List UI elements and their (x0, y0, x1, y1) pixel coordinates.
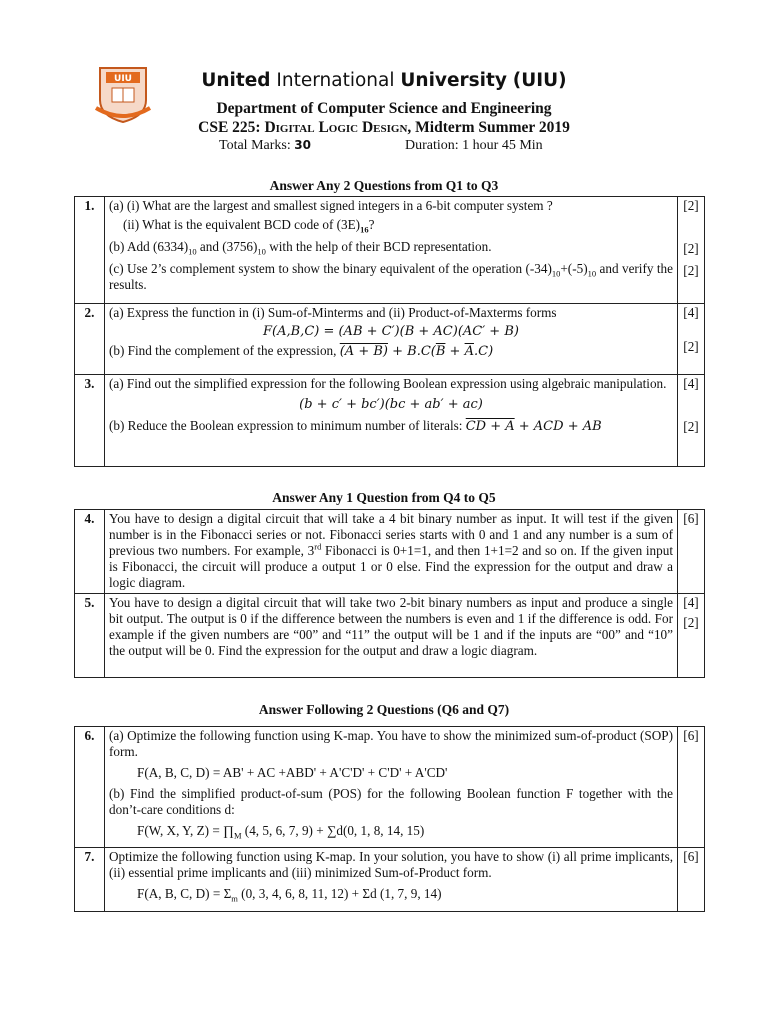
question-number: 3. (75, 375, 105, 467)
logo-text: UIU (114, 74, 132, 84)
question-row (75, 510, 705, 594)
question-row (75, 848, 705, 912)
q7-function: F(A, B, C, $D) = \Sigma_m$ (0, 3, 4, 6, 8, 11, 12) + Σd (1, 7, 9, 14) (137, 886, 442, 904)
question-row (75, 304, 705, 375)
question-body (105, 848, 678, 912)
question-number: 1. (75, 197, 105, 304)
question-row (75, 375, 705, 467)
q6-part-a: (a) Optimize the following function using K-map. You have to show the minimized sum-of-product (SOP) form. (109, 728, 673, 759)
marks-cell (678, 594, 705, 678)
q5-text: You have to design a digital circuit that will take two 2-bit binary numbers as input and produce a single bit output. The output is 0 if the difference between the numbers is even and 1 if the difference is odd. For example if the given numbers are “00” and “11” the output will be 1 and if the inputs are “00” and “10” the output will be 0. Find the expression for the output and draw a logic diagram. (109, 595, 673, 658)
q6-part-a-function: F(A, B, C, D) = AB' + AC +ABD' + A'C'D' + C'D' + A'CD' (137, 765, 448, 780)
mark: [2] (683, 615, 699, 630)
q1-part-a-i: (a) (i) What are the largest and smallest signed integers in a 6-bit computer system ? (109, 198, 553, 213)
marks-cell (678, 304, 705, 375)
section-title-q4-q5: Answer Any 1 Question from Q4 to Q5 (272, 490, 496, 505)
question-body (105, 375, 678, 467)
q1-part-c: (c) Use 2’s complement system to show the binary equivalent of the operation $(-34)_{10}+(-5)_{10}$ and verify the results. (109, 261, 673, 292)
question-row (75, 197, 705, 304)
question-body (105, 510, 678, 594)
q1-part-b: (b) Add $(6334)_{10}$ and $(3756)_{10}$ with the help of their BCD representation. (109, 239, 492, 257)
mark: [6] (683, 849, 699, 864)
q3-equation: (b + c′ + bc′)(bc + ab′ + ac) (299, 397, 483, 412)
university-title: United International University (UIU) (201, 70, 567, 91)
duration: Duration: 1 hour 45 Min (405, 138, 543, 153)
question-number: 6. (75, 727, 105, 848)
marks-cell (678, 727, 705, 848)
question-number: 5. (75, 594, 105, 678)
mark: [4] (683, 595, 699, 610)
question-number: 2. (75, 304, 105, 375)
q1-part-a-ii: (ii) What is the equivalent BCD code of $(3E)_{16}$? (123, 217, 375, 235)
q6-part-b: (b) Find the simplified product-of-sum (POS) for the following Boolean function F together with the don’t-care conditions d: (109, 786, 673, 817)
mark: [2] (683, 339, 699, 354)
question-row (75, 594, 705, 678)
q2-part-a: (a) Express the function in (i) Sum-of-Minterms and (ii) Product-of-Maxterms forms (109, 305, 557, 320)
q2-equation: F(A,B,C) = (AB + C′)(B + AC)(AC′ + B) (263, 324, 519, 339)
q4-text: You have to design a digital circuit that will take a 4 bit binary number as input. It will test if the given number is in the Fibonacci series or not. Fibonacci series starts with 0 and 1 and any number is a sum of previous two numbers. For example, 3rd Fibonacci is 0+1=1, and then 1+1=2 and so on. If the given input is Fibonacci, the circuit will produce a output 1 or 0 else. Find the expression for the output and draw a logic diagram. (109, 511, 673, 590)
q3-part-a: (a) Find out the simplified expression for the following Boolean expression using algebraic manipulation. (109, 376, 667, 391)
questions-table-2 (74, 509, 705, 678)
q7-text: Optimize the following function using K-map. In your solution, you have to show (i) all prime implicants, (ii) essential prime implicants and (iii) minimized Sum-of-Product form. (109, 849, 673, 880)
mark: [2] (683, 419, 699, 434)
question-number: 7. (75, 848, 105, 912)
marks-cell (678, 197, 705, 304)
question-number: 4. (75, 510, 105, 594)
mark: [6] (683, 728, 699, 743)
mark: [2] (683, 263, 699, 278)
mark: [6] (683, 511, 699, 526)
mark: [2] (683, 198, 699, 213)
q2-part-b: (b) Find the complement of the expression, $(A + B) + B.C(\overline{B} + \overline{A}.C)$ (109, 343, 494, 359)
questions-table-1 (74, 196, 705, 467)
total-marks: Total Marks: 30 (219, 138, 311, 153)
questions-table-3 (74, 726, 705, 912)
q3-part-b: (b) Reduce the Boolean expression to minimum number of literals: CD + A + ACD + AB (109, 418, 602, 434)
course-title: CSE 225: Digital Logic Design, Midterm Summer 2019 (198, 119, 570, 136)
mark: [2] (683, 241, 699, 256)
marks-cell (678, 848, 705, 912)
question-body (105, 594, 678, 678)
mark: [4] (683, 376, 699, 391)
marks-cell (678, 510, 705, 594)
mark: [4] (683, 305, 699, 320)
section-title-q6-q7: Answer Following 2 Questions (Q6 and Q7) (258, 702, 510, 717)
section-title-q1-q3: Answer Any 2 Questions from Q1 to Q3 (269, 178, 499, 193)
question-body (105, 197, 678, 304)
question-body (105, 727, 678, 848)
q6-part-b-function: F(W, X, Y, $Z) = \prod_M$ (4, 5, 6, 7, 9) + ∑d(0, 1, 8, 14, 15) (137, 823, 425, 841)
marks-cell (678, 375, 705, 467)
department-name: Department of Computer Science and Engineering (216, 100, 552, 117)
question-row (75, 727, 705, 848)
question-body (105, 304, 678, 375)
